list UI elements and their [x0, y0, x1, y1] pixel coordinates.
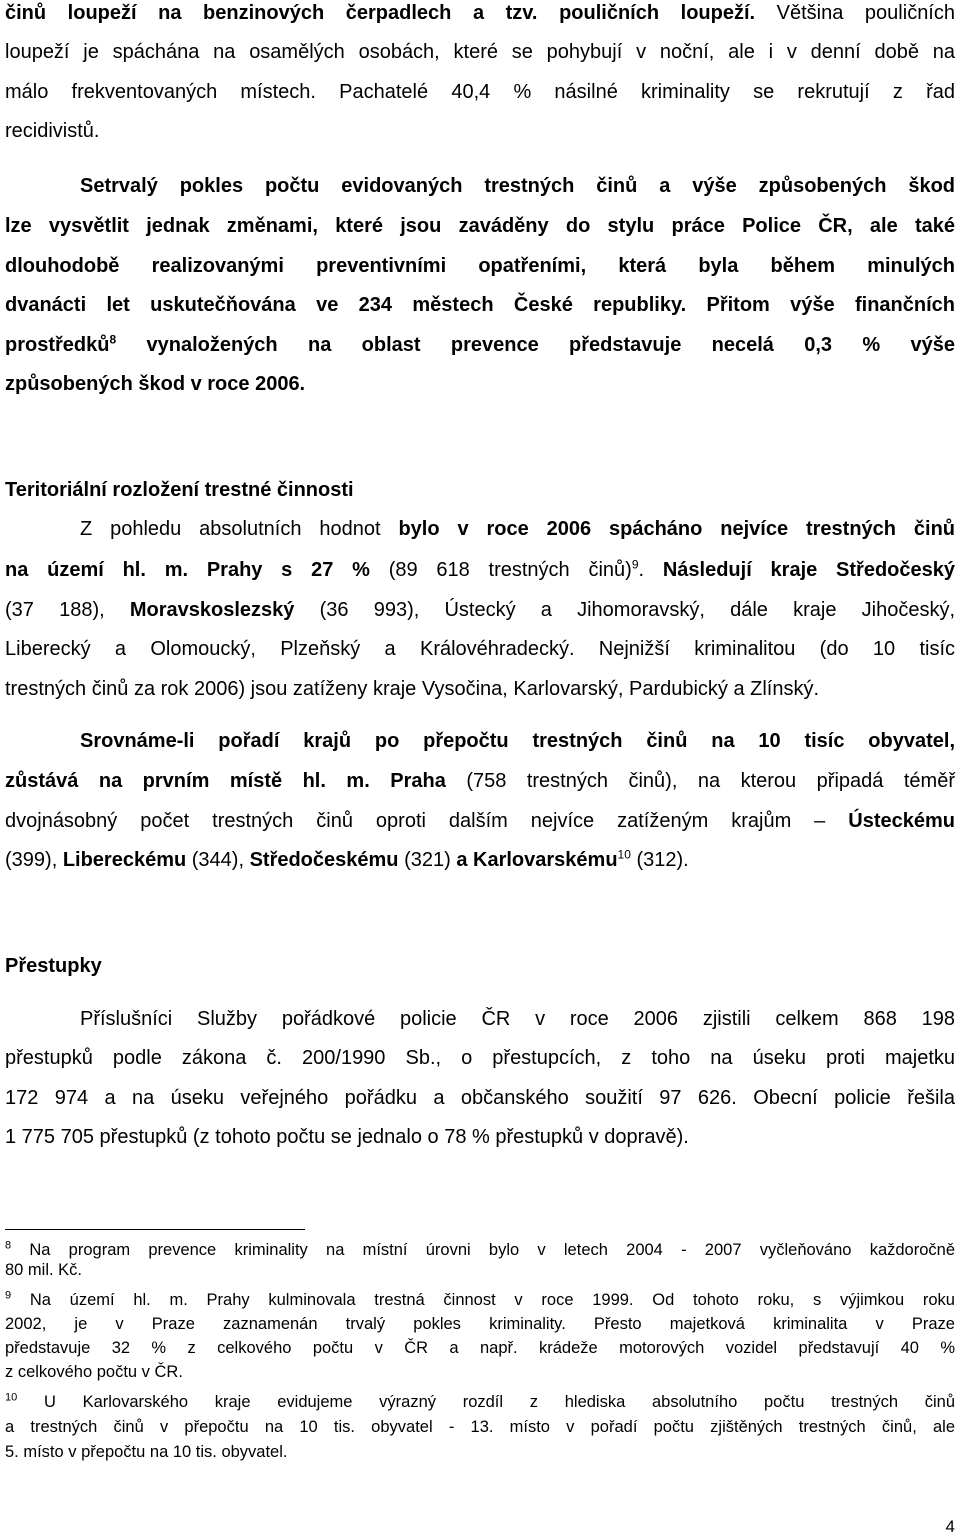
p2-text: (312).: [630, 849, 689, 871]
s1-line-5: trestných činů za rok 2006) jsou zatíženy kraje Vysočina, Karlovarský, Pardubický a Zlínský.: [5, 678, 820, 700]
p2-text: (758 trestných činů), na kterou připadá téměř: [445, 770, 955, 792]
s2-line-4: 1 775 705 přestupků (z tohoto počtu se jednalo o 78 % přestupků v dopravě).: [5, 1126, 689, 1148]
p2-bold-text: Libereckému: [62, 849, 187, 871]
footnote-10-line-3: 5. místo v přepočtu na 10 tis. obyvatel.: [5, 1443, 288, 1461]
footnote-separator: [5, 1229, 305, 1230]
p2-text: dvojnásobný počet trestných činů oproti dalším nejvíce zatíženým krajům –: [5, 810, 849, 832]
p2-bold-text: Ústeckému: [848, 810, 955, 832]
intro-line-3: málo frekventovaných místech. Pachatelé 40,4 % násilné kriminality se rekrutují z řad: [5, 81, 955, 103]
p1-line-1: Setrvalý pokles počtu evidovaných trestných činů a výše způsobených škod: [80, 175, 955, 197]
intro-line-4: recidivistů.: [5, 120, 100, 142]
footnote-text: Na území hl. m. Prahy kulminovala trestná činnost v roce 1999. Od tohoto roku, s výjimkou roku: [11, 1291, 955, 1309]
s1-text: (36 993), Ústecký a Jihomoravský, dále kraje Jihočeský,: [294, 599, 955, 621]
s1-text: (89 618 trestných činů): [369, 559, 632, 581]
footnote-9-line-4: z celkového počtu v ČR.: [5, 1363, 183, 1381]
s1-bold-text: na území hl. m. Prahy s 27 %: [5, 559, 370, 581]
footnote-8-line-2: 80 mil. Kč.: [5, 1261, 83, 1279]
intro-bold-text: činů loupeží na benzinových čerpadlech a tzv. pouličních loupeží.: [5, 2, 756, 24]
footnote-number: 8: [5, 1239, 12, 1252]
p2-line-1: Srovnáme-li pořadí krajů po přepočtu trestných činů na 10 tisíc obyvatel,: [80, 730, 955, 752]
p1-line-6: způsobených škod v roce 2006.: [5, 373, 306, 395]
s1-line-1: [80, 516, 955, 542]
p2-bold-text: zůstává na prvním místě hl. m. Praha: [5, 770, 446, 792]
s1-bold-text: Následují kraje Středočeský: [662, 559, 955, 581]
footnote-10-line-1: [5, 1392, 955, 1412]
footnote-number: 9: [5, 1289, 12, 1302]
section-heading-territorial: Teritoriální rozložení trestné činnosti: [5, 479, 354, 501]
intro-line-2: loupeží je spáchána na osamělých osobách, které se pohybují v noční, ale i v denní době na: [5, 41, 955, 63]
p1-text: vynaložených na oblast prevence představuje necelá 0,3 % výše: [116, 334, 955, 356]
section-heading-offences: Přestupky: [5, 955, 102, 977]
p2-text: (344),: [186, 849, 250, 871]
s1-text: .: [638, 559, 663, 581]
p1-text: prostředků: [5, 334, 110, 356]
p2-bold-text: a Karlovarskému: [456, 849, 618, 871]
p1-line-3: dlouhodobě realizovanými preventivními opatřeními, která byla během minulých: [5, 255, 955, 277]
footnote-9-line-3: představuje 32 % z celkového počtu v ČR a např. krádeže motorových vozidel představují 40 %: [5, 1339, 955, 1357]
s1-text: Z pohledu absolutních hodnot: [80, 518, 399, 540]
footnote-9-line-1: [5, 1290, 955, 1310]
p2-text: (399),: [5, 849, 63, 871]
s1-line-2: [5, 557, 955, 583]
footnote-ref-10: 10: [617, 847, 631, 862]
intro-line-1: [5, 0, 955, 26]
footnote-9-line-2: 2002, je v Praze zaznamenán trvalý pokles kriminality. Přesto majetková kriminalita v Praze: [5, 1315, 955, 1333]
p1-line-5: [5, 332, 955, 358]
intro-text: Většina pouličních: [755, 2, 955, 24]
p1-line-4: dvanácti let uskutečňována ve 234 městech České republiky. Přitom výše finančních: [5, 294, 955, 316]
p2-bold-text: Středočeskému: [249, 849, 399, 871]
footnote-text: Na program prevence kriminality na místní úrovni bylo v letech 2004 - 2007 vyčleňováno každoročně: [11, 1241, 955, 1259]
s1-bold-text: Moravskoslezský: [129, 599, 295, 621]
footnote-10-line-2: a trestných činů v přepočtu na 10 tis. obyvatel - 13. místo v pořadí počtu zjištěných trestných činů, ale: [5, 1418, 955, 1436]
s2-line-3: 172 974 a na úseku veřejného pořádku a občanského soužití 97 626. Obecní policie řešila: [5, 1087, 955, 1109]
p2-line-3: [5, 808, 955, 834]
s1-text: (37 188),: [5, 599, 130, 621]
p2-text: (321): [398, 849, 457, 871]
s1-bold-text: bylo v roce 2006 spácháno nejvíce trestných činů: [398, 518, 956, 540]
s1-line-4: Liberecký a Olomoucký, Plzeňský a Královéhradecký. Nejnižší kriminalitou (do 10 tisíc: [5, 638, 955, 660]
s2-line-2: přestupků podle zákona č. 200/1990 Sb., o přestupcích, z toho na úseku proti majetku: [5, 1047, 955, 1069]
p2-line-2: [5, 768, 955, 794]
page-number: 4: [945, 1517, 955, 1536]
footnote-text: U Karlovarského kraje evidujeme výrazný rozdíl z hlediska absolutního počtu trestných činů: [17, 1393, 955, 1411]
s1-line-3: [5, 597, 955, 623]
footnote-ref-8: 8: [109, 332, 117, 347]
footnote-8-line-1: [5, 1240, 955, 1260]
s2-line-1: Příslušníci Služby pořádkové policie ČR v roce 2006 zjistili celkem 868 198: [80, 1008, 955, 1030]
p1-line-2: lze vysvětlit jednak změnami, které jsou zaváděny do stylu práce Police ČR, ale také: [5, 215, 955, 237]
footnote-number: 10: [5, 1391, 18, 1404]
footnote-ref-9: 9: [631, 557, 639, 572]
p2-line-4: [5, 847, 955, 873]
